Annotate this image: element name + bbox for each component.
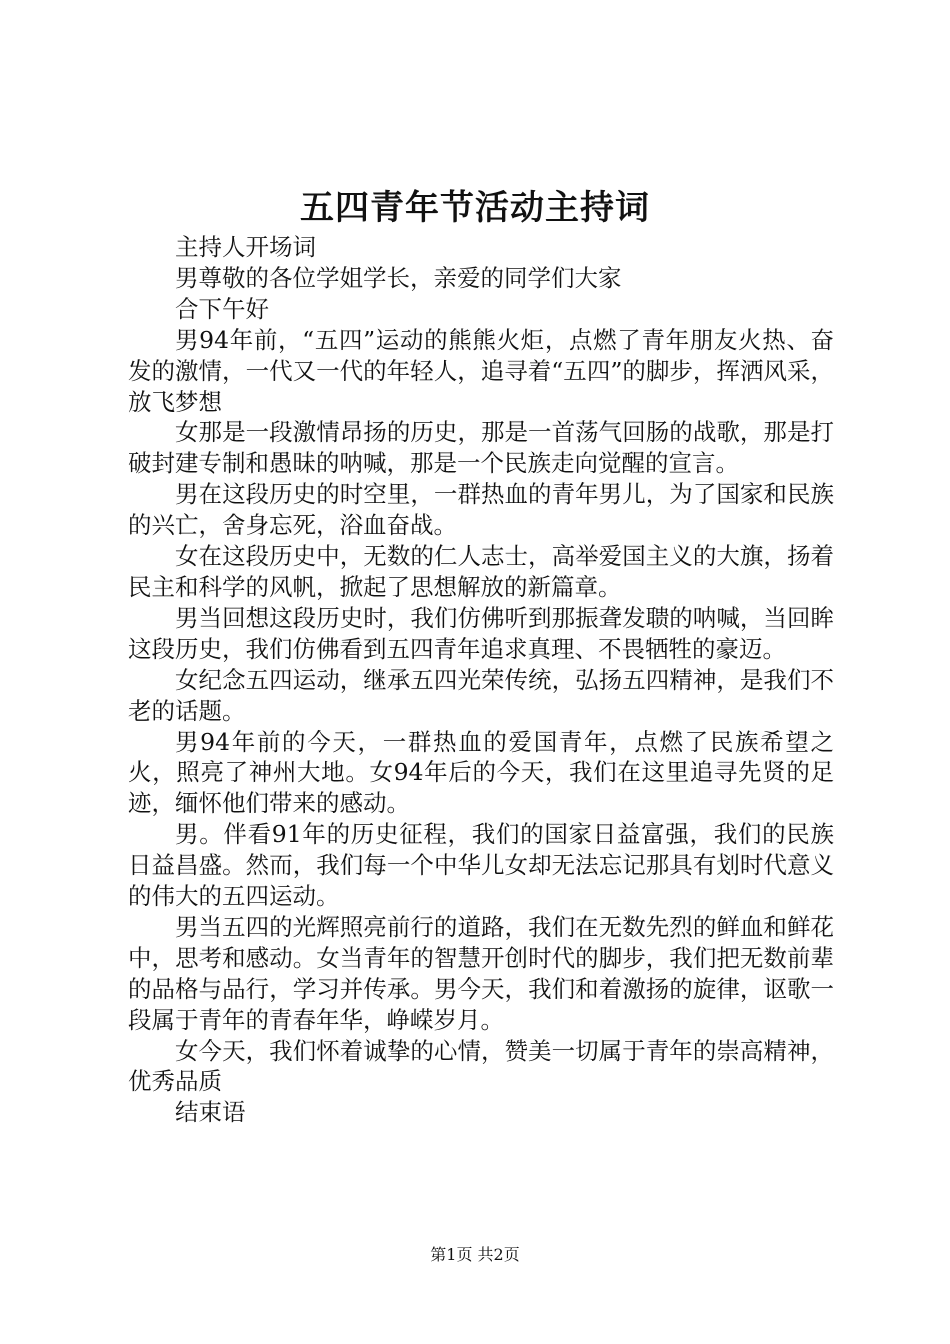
paragraph: 男。伴看91年的历史征程，我们的国家日益富强，我们的民族日益昌盛。然而，我们每一个中华儿女却无法忘记那具有划时代意义的伟大的五四运动。 <box>128 820 834 911</box>
page-footer: 第1页 共2页 <box>430 1245 520 1264</box>
document-body <box>128 232 834 1128</box>
paragraph: 男尊敬的各位学姐学长，亲爱的同学们大家 <box>175 263 622 292</box>
paragraph: 合下午好 <box>175 294 269 323</box>
paragraph: 女在这段历史中，无数的仁人志士，高举爱国主义的大旗，扬着民主和科学的风帆，掀起了思想解放的新篇章。 <box>128 542 834 601</box>
paragraph: 男当五四的光辉照亮前行的道路，我们在无数先烈的鲜血和鲜花中，思考和感动。女当青年的智慧开创时代的脚步，我们把无数前辈的品格与品行，学习并传承。男今天，我们和着激扬的旋律，讴歌一段属于青年的青春年华，峥嵘岁月。 <box>128 912 834 1034</box>
document-title: 五四青年节活动主持词 <box>300 188 650 228</box>
paragraph: 女今天，我们怀着诚挚的心情，赞美一切属于青年的崇高精神，优秀品质 <box>128 1036 834 1096</box>
paragraph: 男当回想这段历史时，我们仿佛听到那振聋发聩的呐喊，当回眸这段历史，我们仿佛看到五四青年追求真理、不畏牺牲的豪迈。 <box>128 603 834 663</box>
paragraph: 男在这段历史的时空里，一群热血的青年男儿，为了国家和民族的兴亡，舍身忘死，浴血奋战。 <box>128 480 834 540</box>
paragraph: 主持人开场词 <box>175 233 316 261</box>
paragraph: 女那是一段激情昂扬的历史，那是一首荡气回肠的战歌，那是打破封建专制和愚昧的呐喊，那是一个民族走向觉醒的宣言。 <box>128 418 834 478</box>
paragraph: 男94年前的今天，一群热血的爱国青年，点燃了民族希望之火，照亮了神州大地。女94年后的今天，我们在这里追寻先贤的足迹，缅怀他们带来的感动。 <box>128 727 834 818</box>
paragraph: 女纪念五四运动，继承五四光荣传统，弘扬五四精神，是我们不老的话题。 <box>128 665 834 725</box>
paragraph: 结束语 <box>175 1098 246 1127</box>
paragraph: 男94年前，“五四”运动的熊熊火炬，点燃了青年朋友火热、奋发的激情，一代又一代的年轻人，追寻着“五四”的脚步，挥洒风采，放飞梦想 <box>128 325 834 416</box>
